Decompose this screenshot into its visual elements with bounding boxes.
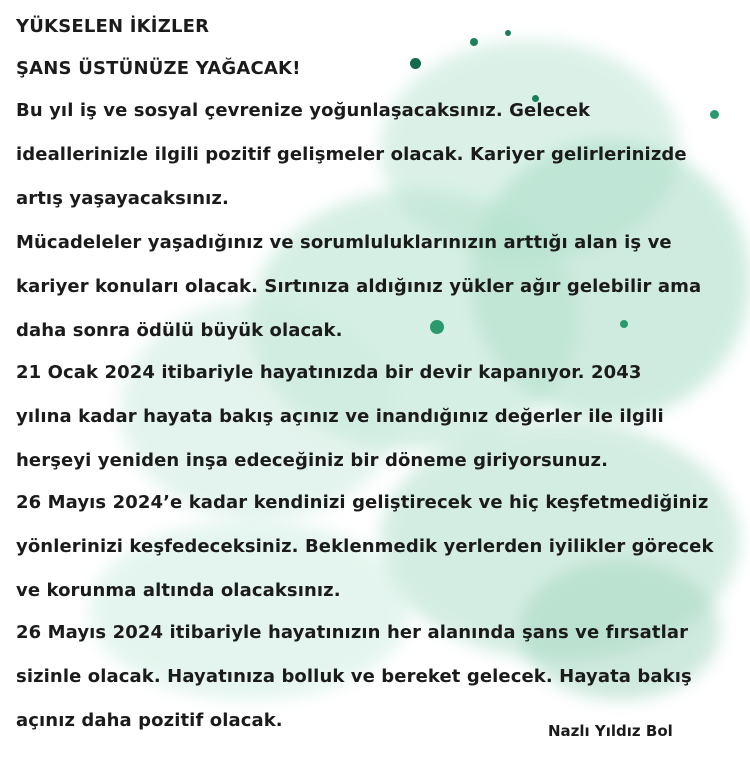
heading-line-2: ŞANS ÜSTÜNÜZE YAĞACAK! xyxy=(16,58,301,79)
paragraph-1-line-1: Bu yıl iş ve sosyal çevrenize yoğunlaşacaksınız. Gelecek xyxy=(16,100,591,121)
paragraph-4-line-1: 26 Mayıs 2024’e kadar kendinizi geliştirecek ve hiç keşfetmediğiniz xyxy=(16,492,709,513)
paragraph-4-line-3: ve korunma altında olacaksınız. xyxy=(16,580,341,601)
paragraph-3-line-2: yılına kadar hayata bakış açınız ve inandığınız değerler ile ilgili xyxy=(16,406,664,427)
author-signature: Nazlı Yıldız Bol xyxy=(548,722,673,740)
paragraph-5-line-1: 26 Mayıs 2024 itibariyle hayatınızın her alanında şans ve fırsatlar xyxy=(16,622,689,643)
paragraph-2-line-2: kariyer konuları olacak. Sırtınıza aldığınız yükler ağır gelebilir ama xyxy=(16,276,702,297)
paragraph-4-line-2: yönlerinizi keşfedeceksiniz. Beklenmedik yerlerden iyilikler görecek xyxy=(16,536,714,557)
paragraph-1-line-3: artış yaşayacaksınız. xyxy=(16,188,229,209)
paragraph-2-line-1: Mücadeleler yaşadığınız ve sorumluluklarınızın arttığı alan iş ve xyxy=(16,232,672,253)
paragraph-5-line-3: açınız daha pozitif olacak. xyxy=(16,710,283,731)
paragraph-3-line-1: 21 Ocak 2024 itibariyle hayatınızda bir devir kapanıyor. 2043 xyxy=(16,362,642,383)
paragraph-2-line-3: daha sonra ödülü büyük olacak. xyxy=(16,320,343,341)
heading-line-1: YÜKSELEN İKİZLER xyxy=(16,16,210,37)
paragraph-1-line-2: ideallerinizle ilgili pozitif gelişmeler olacak. Kariyer gelirlerinizde xyxy=(16,144,687,165)
paragraph-3-line-3: herşeyi yeniden inşa edeceğiniz bir döneme giriyorsunuz. xyxy=(16,450,609,471)
paragraph-5-line-2: sizinle olacak. Hayatınıza bolluk ve bereket gelecek. Hayata bakış xyxy=(16,666,692,687)
